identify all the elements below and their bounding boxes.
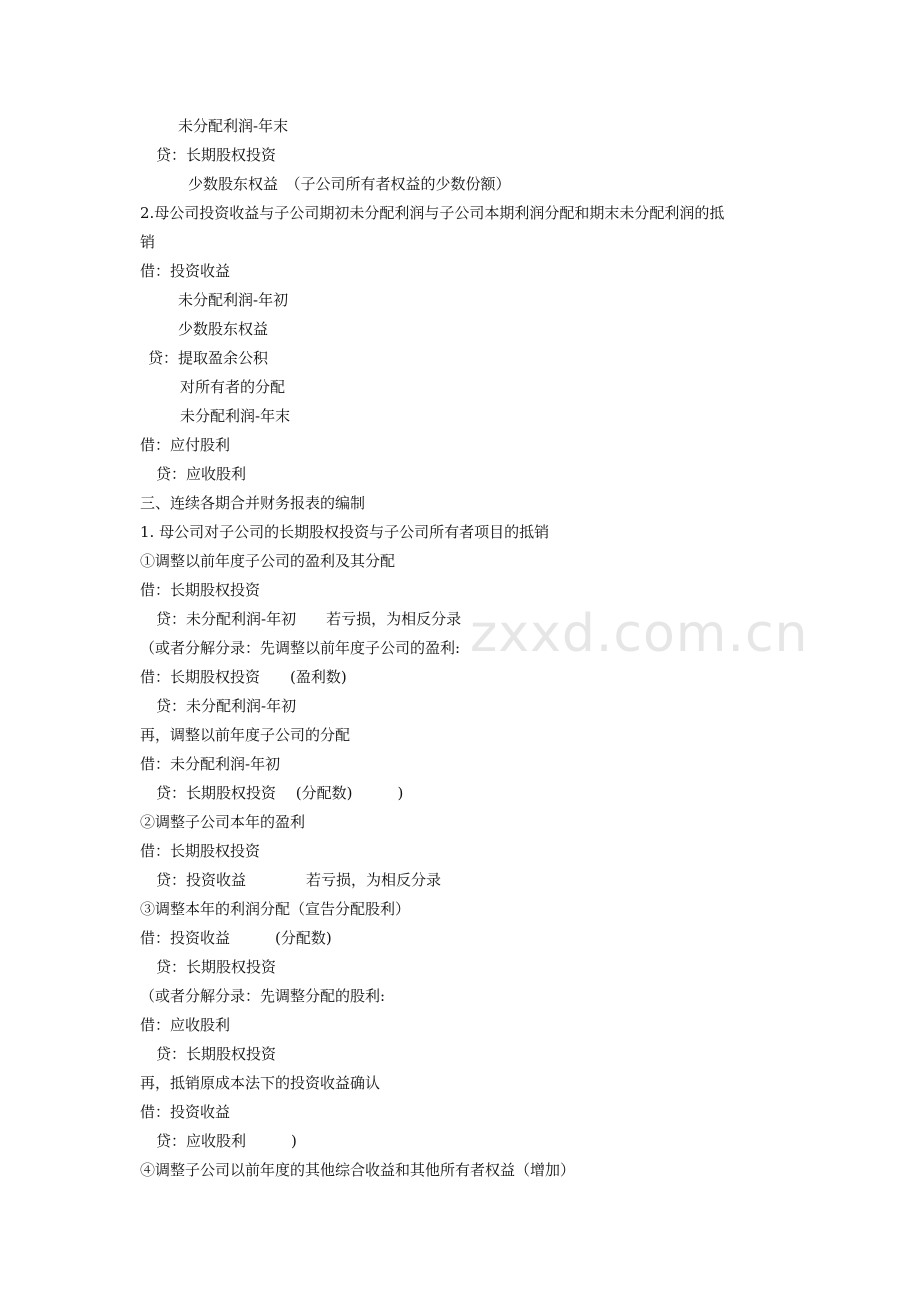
text-line: 再，抵销原成本法下的投资收益确认 (140, 1074, 381, 1092)
text-line: 借：投资收益 (140, 262, 231, 280)
text-line: （或者分解分录：先调整分配的股利: (140, 987, 386, 1005)
text-line: 贷：长期股权投资 (156, 1045, 277, 1063)
text-line: 对所有者的分配 (180, 378, 286, 396)
text-line: ②调整子公司本年的盈利 (140, 813, 306, 831)
text-line: 借：投资收益 (140, 1103, 231, 1121)
watermark: zxxd.com.cn (470, 604, 809, 664)
text-line: 借：投资收益 (分配数) (140, 929, 332, 947)
text-line: （或者分解分录：先调整以前年度子公司的盈利: (140, 639, 461, 657)
text-line: 贷：长期股权投资 (分配数) ) (156, 784, 404, 802)
text-line: 借：长期股权投资 (盈利数) (140, 668, 347, 686)
text-line: 未分配利润-年初 (178, 291, 289, 309)
text-line: 再，调整以前年度子公司的分配 (140, 726, 351, 744)
text-line: 借：长期股权投资 (140, 581, 261, 599)
text-line: 贷：应收股利 (156, 465, 247, 483)
text-line: 少数股东权益 （子公司所有者权益的少数份额） (188, 175, 511, 193)
text-line: 未分配利润-年末 (180, 407, 291, 425)
text-line: 借：应付股利 (140, 436, 231, 454)
text-line: ④调整子公司以前年度的其他综合收益和其他所有者权益（增加） (140, 1161, 576, 1179)
text-line: 贷：长期股权投资 (156, 958, 277, 976)
text-line: 借：未分配利润-年初 (140, 755, 281, 773)
text-line: 借：长期股权投资 (140, 842, 261, 860)
text-line: 贷：提取盈余公积 (148, 349, 269, 367)
text-line: 贷：长期股权投资 (156, 146, 277, 164)
text-line: 贷：应收股利 ) (156, 1132, 297, 1150)
text-line: ③调整本年的利润分配（宣告分配股利） (140, 900, 411, 918)
text-line: 贷：未分配利润-年初 若亏损，为相反分录 (156, 610, 462, 628)
text-line: 销 (140, 233, 156, 251)
text-line: 1. 母公司对子公司的长期股权投资与子公司所有者项目的抵销 (140, 523, 550, 541)
text-line: 借：应收股利 (140, 1016, 231, 1034)
text-line: 贷：投资收益 若亏损，为相反分录 (156, 871, 442, 889)
text-line: 三、连续各期合并财务报表的编制 (140, 494, 366, 512)
text-line: 少数股东权益 (178, 320, 269, 338)
text-line: 2.母公司投资收益与子公司期初未分配利润与子公司本期利润分配和期末未分配利润的抵 (140, 204, 725, 222)
text-line: 未分配利润-年末 (178, 117, 289, 135)
text-line: ①调整以前年度子公司的盈利及其分配 (140, 552, 396, 570)
text-line: 贷：未分配利润-年初 (156, 697, 297, 715)
